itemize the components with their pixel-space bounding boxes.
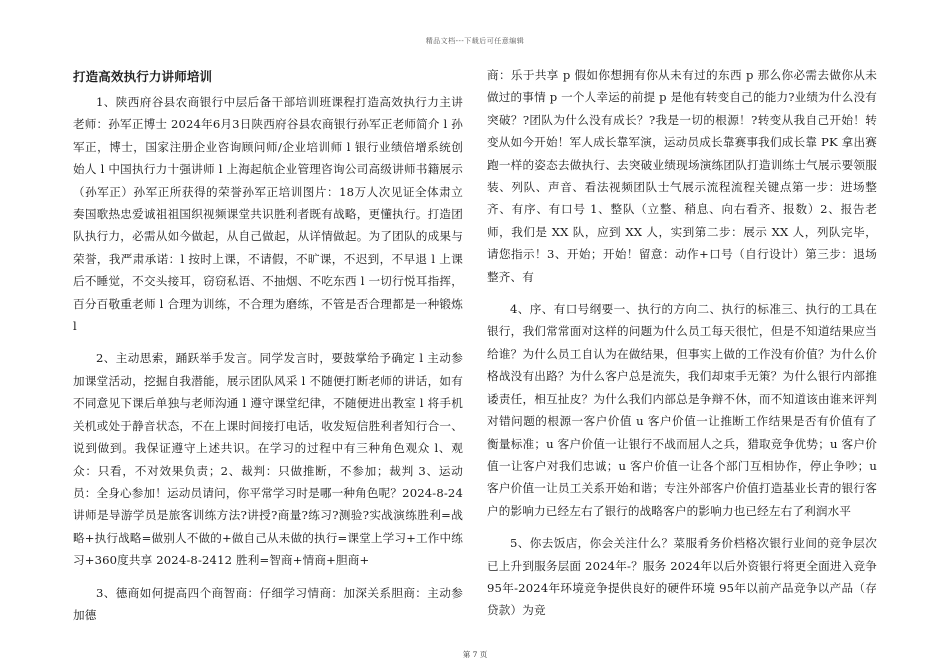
paragraph-4: 4、序、有口号纲要一、执行的方向二、执行的标准三、执行的工具在银行，我们常常面对这样的问题为什么员工每天很忙，但是不知道结果应当给谁？为什么员工自认为在做结果，但事实上做的工作没有价值？为什么价格战没有出路？为什么客户总是流失，我们却束手无策？为什么银行内部推诿责任，相互扯皮？为什么我们内部总是争辩不休，而不知道该由谁来评判对错问题的根源一客户价值 u 客户价值一让推断工作结果是否有价值有了衡量标准；u 客户价值一让银行不战而屈人之兵，猎取竞争优势；u 客户价值一让客户对我们忠诚；u 客户价值一让各个部门互相协作，停止争吵；u 客户价值一让员工关系开始和谐；专注外部客户价值打造基业长青的银行客户的影响力已经左右了银行的战略客户的影响力也已经左右了利润水平 — [487, 302, 877, 518]
paragraph-3-continued: 商：乐于共享 p 假如你想拥有你从未有过的东西 p 那么你必需去做你从未做过的事情 p 一个人幸运的前提 p 是他有转变自己的能力?业绩为什么没有突破？?团队为什么没有成长？?我是一切的根源！?转变从我自己开始！转变从如今开始！军人成长靠军演，运动员成长靠赛事我们成长靠 PK 拿出赛跑一样的姿态去做执行、去突破业绩现场演练团队打造训练士气展示要领服装、列队、声音、看法视频团队士气展示流程流程关键点第一步：进场整齐、有序、有口号 1、整队（立整、稍息、向右看齐、报数）2、报告老师，我们是 XX 队，应到 XX 人，实到第二步：展示 XX 人，列队完毕，请您指示！3、开始；开始！留意：动作+口号（自行设计）第三步：退场整齐、有 — [487, 68, 877, 284]
document-title: 打造高效执行力讲师培训 — [73, 69, 213, 84]
paragraph-5: 5、你去饭店，你会关注什么？菜服肴务价档格次银行业间的竞争层次已上升到服务层面 2024年-？服务 2024年以后外资银行将更全面进入竞争 95年-2024年环境竞争提供良好的硬件环境 95年以前产品竞争以产品（存贷款）为竞 — [487, 536, 877, 618]
page-number: 第 7 页 — [462, 650, 488, 659]
paragraph-3: 3、德商如何提高四个商智商：仔细学习情商：加深关系胆商：主动参加德 — [73, 585, 463, 622]
left-column — [73, 66, 463, 636]
page-header: 精品文档---下载后可任意编辑 — [425, 37, 525, 45]
paragraph-1: 1、陕西府谷县农商银行中层后备干部培训班课程打造高效执行力主讲老师：孙军正博士 2024年6月3日陕西府谷县农商银行孙军正老师简介 l 孙军正，博士，国家注册企业咨询顾问师/企业培训师 l 银行业绩倍增系统创始人 l 中国执行力十强讲师 l 上海起航企业管理咨询公司高级讲师书籍展示（孙军正）孙军正所获得的荣誉孙军正培训图片：18万人次见证全体肃立奏国歌热忠爱诚祖祖国织视频课堂共识胜利者既有战略，更懂执行。打造团队执行力，必需从如今做起，从自己做起，从详情做起。为了团队的成果与荣誉，我严肃承诺：l 按时上课，不请假，不旷课，不迟到，不早退 l 上课后不睡觉，不交头接耳，窃窃私语、不抽烟、不吃东西 l 一切行悦耳指挥，百分百敬重老师 l 合理为训练，不合理为磨练，不管是否合理都是一种锻炼 l — [73, 95, 463, 334]
right-column — [487, 64, 877, 632]
paragraph-2: 2、主动思索，踊跃举手发言。同学发言时，要鼓掌给予确定 l 主动参加课堂活动，挖掘自我潜能，展示团队风采 l 不随便打断老师的讲话，如有不同意见下课后单独与老师沟通 l 遵守课堂纪律，不随便进出教室 l 将手机关机或处于静音状态，不在上课时间接打电话，收发短信胜利者知行合一、说到做到。我保证遵守上述共识。在学习的过程中有三种角色观众 l、观众：只看，不对效果负责；2、裁判：只做推断，不参加；裁判 3、运动员：全身心参加！运动员请问，你平常学习时是哪一种角色呢？2024-8-24 讲师是导游学员是旅客训练方法?讲授?商量?练习?测验?实战演练胜利=战略+执行战略=做别人不做的+做自己从未做的执行=课堂上学习+工作中练习+360度共享 2024-8-2412 胜利=智商+情商+胆商+ — [73, 351, 463, 568]
